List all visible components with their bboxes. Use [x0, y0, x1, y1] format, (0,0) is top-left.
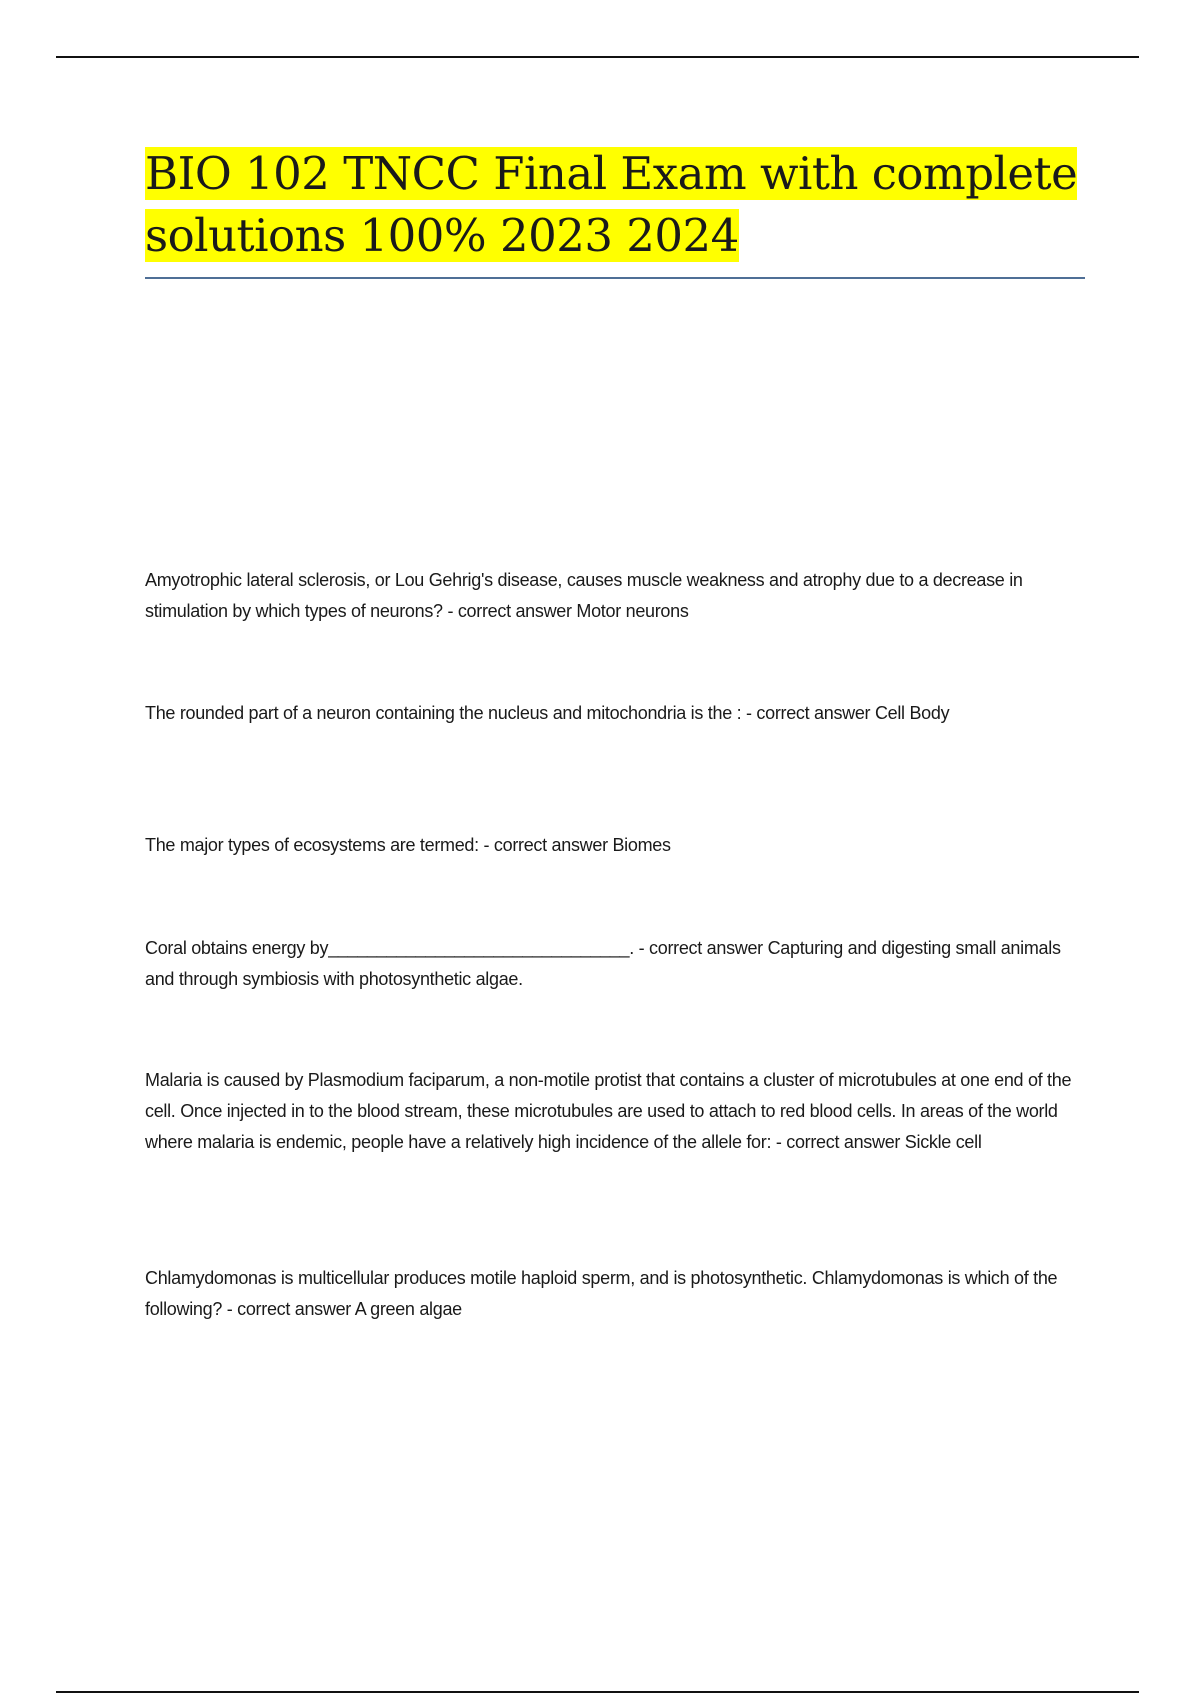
bottom-page-rule: [56, 1691, 1139, 1693]
question-item: The rounded part of a neuron containing the nucleus and mitochondria is the : - correct answer Cell Body: [145, 703, 950, 723]
question-item: Malaria is caused by Plasmodium faciparum, a non-motile protist that contains a cluster of microtubules at one end of the cell. Once injected in to the blood stream, these microtubules are used to attach to red blood cells. In areas of the world where malaria is endemic, people have a relatively high incidence of the allele for: - correct answer Sickle cell: [145, 1070, 1072, 1152]
question-item: The major types of ecosystems are termed: - correct answer Biomes: [145, 835, 671, 855]
title-underline: [145, 277, 1085, 279]
title-highlight: BIO 102 TNCC Final Exam with complete solutions 100% 2023 2024: [145, 147, 1078, 262]
question-item: Amyotrophic lateral sclerosis, or Lou Gehrig's disease, causes muscle weakness and atrophy due to a decrease in stimulation by which types of neurons? - correct answer Motor neurons: [145, 570, 1023, 621]
question-item: Chlamydomonas is multicellular produces motile haploid sperm, and is photosynthetic. Chlamydomonas is which of the following? - correct answer A green algae: [145, 1268, 1058, 1319]
top-page-rule: [56, 56, 1139, 58]
question-item: Coral obtains energy by_______________________________. - correct answer Capturing and digesting small animals and through symbiosis with photosynthetic algae.: [145, 938, 1061, 989]
document-title: [145, 143, 1095, 267]
